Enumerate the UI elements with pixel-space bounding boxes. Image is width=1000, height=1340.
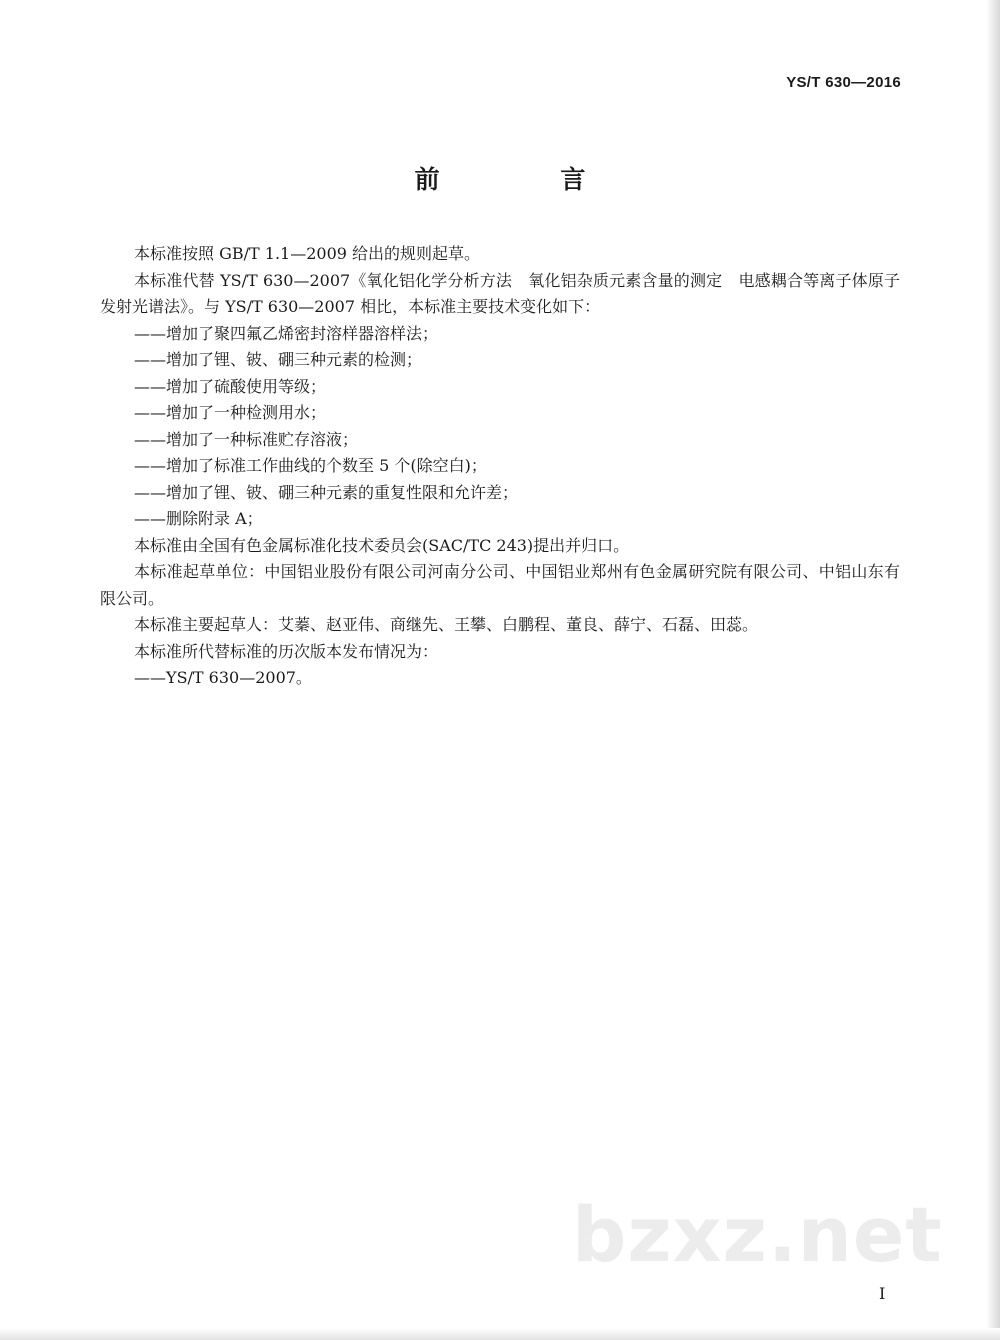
change-item: ——删除附录 A； [134, 509, 263, 528]
paragraph-drafting-units: 本标准起草单位：中国铝业股份有限公司河南分公司、中国铝业郑州有色金属研究院有限公司、中铝山东有限公司。 [100, 562, 900, 608]
paragraph-history-intro: 本标准所代替标准的历次版本发布情况为： [134, 641, 439, 661]
change-item: ——增加了锂、铍、硼三种元素的检测； [134, 350, 423, 369]
page-edge-shadow [986, 0, 1000, 1340]
page-number: I [879, 1284, 886, 1303]
watermark: bzxz.net [572, 1190, 943, 1279]
standard-code: YS/T 630—2016 [786, 74, 901, 91]
change-item: ——增加了硫酸使用等级； [134, 376, 327, 396]
change-item: ——增加了一种标准贮存溶液； [134, 429, 359, 449]
change-item: ——增加了锂、铍、硼三种元素的重复性限和允许差； [134, 482, 519, 502]
paragraph-replacement: 本标准代替 YS/T 630—2007《氧化铝化学分析方法 氧化铝杂质元素含量的测定 电感耦合等离子体原子发射光谱法》。与 YS/T 630—2007 相比，本标准主要技术变化如下： [100, 270, 900, 316]
paragraph-drafting-rules: 本标准按照 GB/T 1.1—2009 给出的规则起草。 [134, 244, 481, 263]
page-title: 前 言 [414, 165, 642, 194]
page-bottom-edge [0, 1328, 1000, 1340]
paragraph-proposer: 本标准由全国有色金属标准化技术委员会(SAC/TC 243)提出并归口。 [134, 535, 630, 555]
foreword-body [100, 241, 900, 692]
paragraph-drafters: 本标准主要起草人：艾蓁、赵亚伟、商继先、王攀、白鹏程、董良、薛宁、石磊、田蕊。 [134, 615, 759, 634]
change-item: ——增加了一种检测用水； [134, 403, 327, 422]
history-item: ——YS/T 630—2007。 [134, 668, 312, 687]
change-item: ——增加了聚四氟乙烯密封溶样器溶样法； [134, 323, 439, 343]
change-item: ——增加了标准工作曲线的个数至 5 个(除空白)； [134, 456, 487, 475]
